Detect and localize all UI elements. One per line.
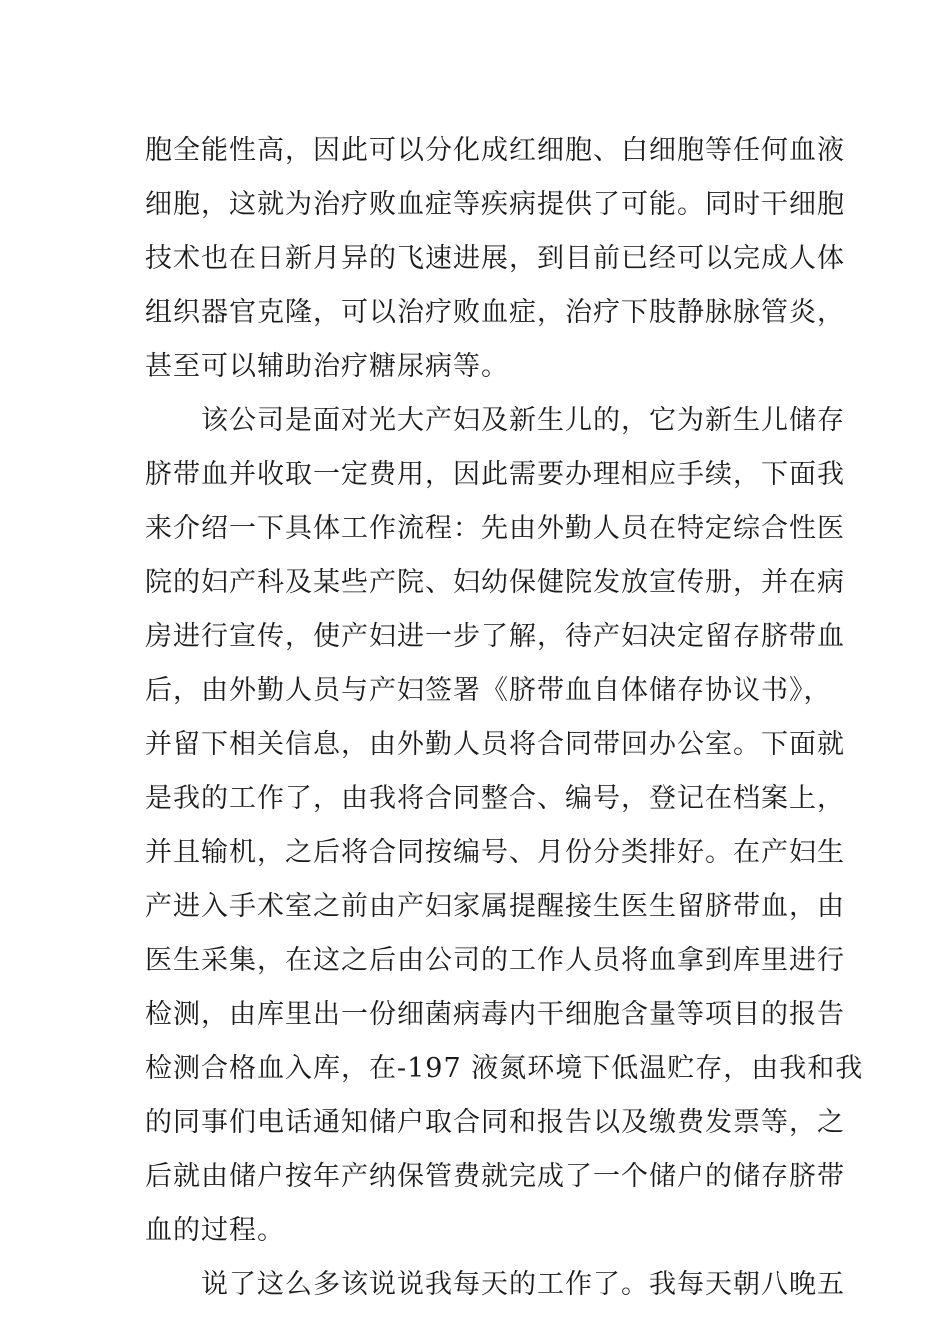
body-text [145, 124, 864, 1312]
text-line: 并留下相关信息，由外勤人员将合同带回办公室。下面就 [145, 729, 845, 760]
text-line: 后，由外勤人员与产妇签署《脐带血自体储存协议书》， [145, 675, 832, 706]
text-line: 是我的工作了，由我将合同整合、编号，登记在档案上， [145, 783, 845, 814]
text-line: 的同事们电话通知储户取合同和报告以及缴费发票等，之 [145, 1107, 845, 1138]
paragraph [145, 394, 864, 1258]
text-line: 该公司是面对光大产妇及新生儿的，它为新生儿储存 [201, 405, 845, 436]
paragraph [145, 124, 845, 394]
text-line: 产进入手术室之前由产妇家属提醒接生医生留脐带血，由 [145, 891, 845, 922]
text-line: 血的过程。 [145, 1215, 285, 1246]
text-line: 并且输机，之后将合同按编号、月份分类排好。在产妇生 [145, 837, 845, 868]
text-line: 来介绍一下具体工作流程：先由外勤人员在特定综合性医 [145, 513, 845, 544]
text-line: 甚至可以辅助治疗糖尿病等。 [145, 351, 509, 382]
text-line: 组织器官克隆，可以治疗败血症，治疗下肢静脉脉管炎， [145, 297, 845, 328]
text-line: 细胞，这就为治疗败血症等疾病提供了可能。同时干细胞 [145, 189, 845, 220]
text-line: 检测，由库里出一份细菌病毒内干细胞含量等项目的报告 [145, 999, 845, 1030]
text-line: 院的妇产科及某些产院、妇幼保健院发放宣传册，并在病 [145, 567, 845, 598]
text-line: 后就由储户按年产纳保管费就完成了一个储户的储存脐带 [145, 1161, 845, 1192]
text-line: 脐带血并收取一定费用，因此需要办理相应手续，下面我 [145, 459, 845, 490]
text-line: 房进行宣传，使产妇进一步了解，待产妇决定留存脐带血 [145, 621, 845, 652]
text-line: 说了这么多该说说我每天的工作了。我每天朝八晚五 [201, 1269, 845, 1300]
paragraph [145, 1258, 845, 1312]
text-line: 医生采集，在这之后由公司的工作人员将血拿到库里进行 [145, 945, 845, 976]
text-line: 检测合格血入库，在-197 液氮环境下低温贮存，由我和我 [145, 1053, 864, 1084]
text-line: 胞全能性高，因此可以分化成红细胞、白细胞等任何血液 [145, 135, 845, 166]
text-line: 技术也在日新月异的飞速进展，到目前已经可以完成人体 [145, 243, 845, 274]
